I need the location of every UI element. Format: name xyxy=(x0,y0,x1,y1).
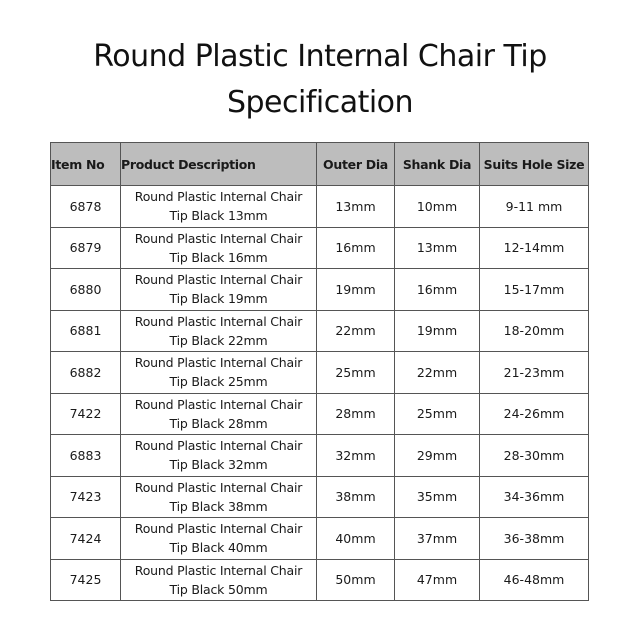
cell-product-description xyxy=(121,186,317,228)
cell-shank-dia: 19mm xyxy=(395,310,480,352)
description-line-2: Tip Black 13mm xyxy=(169,208,268,224)
cell-item-no: 7422 xyxy=(51,393,121,435)
table-row xyxy=(51,559,589,601)
cell-item-no: 6879 xyxy=(51,227,121,269)
description-line-2: Tip Black 22mm xyxy=(169,332,268,348)
header-outer-dia: Outer Dia xyxy=(317,143,395,186)
cell-item-no: 6880 xyxy=(51,269,121,311)
header-suits-hole-size: Suits Hole Size xyxy=(480,143,589,186)
cell-outer-dia: 40mm xyxy=(317,518,395,560)
description-line-1: Round Plastic Internal Chair xyxy=(134,230,303,246)
cell-outer-dia: 19mm xyxy=(317,269,395,311)
cell-hole-size: 46-48mm xyxy=(480,559,589,601)
cell-outer-dia: 38mm xyxy=(317,476,395,518)
cell-hole-size: 21-23mm xyxy=(480,352,589,394)
description-line-2: Tip Black 32mm xyxy=(169,457,268,473)
page-title-line-2: Specification xyxy=(226,85,414,120)
cell-product-description xyxy=(121,310,317,352)
cell-shank-dia: 13mm xyxy=(395,227,480,269)
table-row xyxy=(51,476,589,518)
cell-outer-dia: 28mm xyxy=(317,393,395,435)
description-line-2: Tip Black 19mm xyxy=(169,291,268,307)
description-line-1: Round Plastic Internal Chair xyxy=(134,355,303,371)
description-line-2: Tip Black 25mm xyxy=(169,374,268,390)
table-row xyxy=(51,310,589,352)
cell-product-description xyxy=(121,393,317,435)
description-line-1: Round Plastic Internal Chair xyxy=(134,396,303,412)
cell-hole-size: 15-17mm xyxy=(480,269,589,311)
cell-product-description xyxy=(121,352,317,394)
table-row xyxy=(51,393,589,435)
cell-product-description xyxy=(121,559,317,601)
cell-hole-size: 12-14mm xyxy=(480,227,589,269)
cell-hole-size: 28-30mm xyxy=(480,435,589,477)
header-shank-dia: Shank Dia xyxy=(395,143,480,186)
cell-product-description xyxy=(121,227,317,269)
header-product-description: Product Description xyxy=(121,143,317,186)
cell-hole-size: 24-26mm xyxy=(480,393,589,435)
table-row xyxy=(51,186,589,228)
cell-shank-dia: 10mm xyxy=(395,186,480,228)
cell-product-description xyxy=(121,269,317,311)
table-row xyxy=(51,227,589,269)
description-line-2: Tip Black 38mm xyxy=(169,498,268,514)
cell-outer-dia: 22mm xyxy=(317,310,395,352)
page-title-line-1: Round Plastic Internal Chair Tip xyxy=(93,39,547,74)
cell-outer-dia: 13mm xyxy=(317,186,395,228)
cell-shank-dia: 35mm xyxy=(395,476,480,518)
specification-table xyxy=(50,142,589,601)
cell-product-description xyxy=(121,476,317,518)
header-item-no: Item No xyxy=(51,143,121,186)
description-line-1: Round Plastic Internal Chair xyxy=(134,521,303,537)
description-line-2: Tip Black 16mm xyxy=(169,249,268,265)
cell-item-no: 6882 xyxy=(51,352,121,394)
table-row xyxy=(51,435,589,477)
cell-product-description xyxy=(121,435,317,477)
cell-item-no: 6881 xyxy=(51,310,121,352)
cell-hole-size: 36-38mm xyxy=(480,518,589,560)
table-header-row xyxy=(51,143,589,186)
description-line-1: Round Plastic Internal Chair xyxy=(134,189,303,205)
description-line-2: Tip Black 40mm xyxy=(169,540,268,556)
cell-hole-size: 18-20mm xyxy=(480,310,589,352)
cell-item-no: 7424 xyxy=(51,518,121,560)
cell-shank-dia: 47mm xyxy=(395,559,480,601)
page-title xyxy=(0,34,640,126)
cell-shank-dia: 16mm xyxy=(395,269,480,311)
cell-hole-size: 9-11 mm xyxy=(480,186,589,228)
cell-shank-dia: 29mm xyxy=(395,435,480,477)
description-line-1: Round Plastic Internal Chair xyxy=(134,438,303,454)
cell-shank-dia: 25mm xyxy=(395,393,480,435)
description-line-1: Round Plastic Internal Chair xyxy=(134,562,303,578)
cell-item-no: 7425 xyxy=(51,559,121,601)
cell-item-no: 6883 xyxy=(51,435,121,477)
description-line-1: Round Plastic Internal Chair xyxy=(134,313,303,329)
table-row xyxy=(51,352,589,394)
cell-outer-dia: 50mm xyxy=(317,559,395,601)
cell-outer-dia: 25mm xyxy=(317,352,395,394)
cell-item-no: 7423 xyxy=(51,476,121,518)
cell-product-description xyxy=(121,518,317,560)
cell-outer-dia: 16mm xyxy=(317,227,395,269)
table-row xyxy=(51,269,589,311)
description-line-2: Tip Black 50mm xyxy=(169,581,268,597)
cell-shank-dia: 22mm xyxy=(395,352,480,394)
cell-shank-dia: 37mm xyxy=(395,518,480,560)
cell-outer-dia: 32mm xyxy=(317,435,395,477)
description-line-2: Tip Black 28mm xyxy=(169,415,268,431)
table-row xyxy=(51,518,589,560)
cell-hole-size: 34-36mm xyxy=(480,476,589,518)
cell-item-no: 6878 xyxy=(51,186,121,228)
description-line-1: Round Plastic Internal Chair xyxy=(134,479,303,495)
description-line-1: Round Plastic Internal Chair xyxy=(134,272,303,288)
